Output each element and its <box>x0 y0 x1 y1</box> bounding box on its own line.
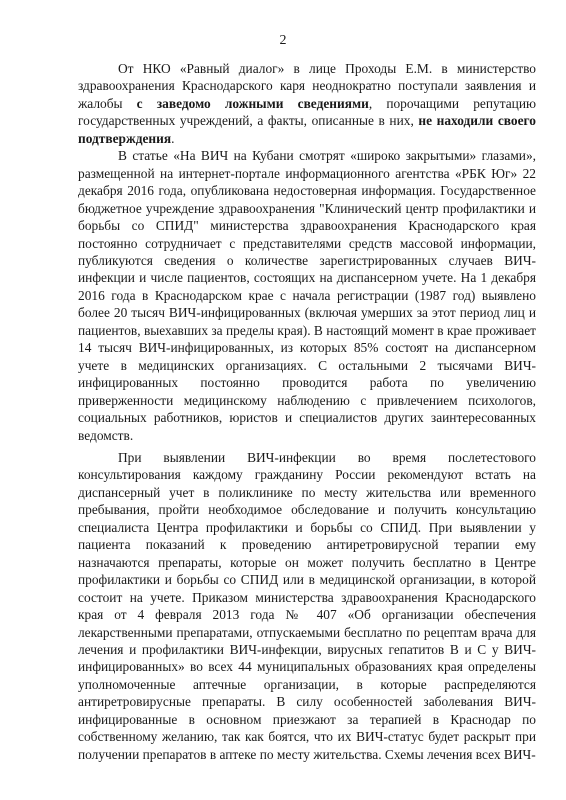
document-body <box>78 60 536 763</box>
text-segment: От НКО «Равный диалог» в лице Проходы Е.М. в министерство здравоохранения Краснодарского каря неоднократно поступали заявления и жалобы <box>78 61 536 111</box>
paragraph-complaints <box>78 60 536 147</box>
page-number: 2 <box>279 33 287 48</box>
bold-phrase-false-information: с заведомо ложными сведениями <box>136 95 369 111</box>
text-segment: , порочащими репутацию государственных учреждений, а факты, описанные в них, <box>78 95 536 129</box>
text-segment: При выявлении ВИЧ-инфекции во время послетестового консультирования каждому гражданину России рекомендуют встать на диспансерный учет в поликлинике по месту жительства или временного пребывания, пройти необходимое обследование и получить консультацию специалиста Центра профилактики и борьбы со СПИД. При выявлении у пациента показаний к проведению антиретровирусной терапии ему назначаются препараты, которые он может получить бесплатно в Центре профилактики и борьбы со СПИД или в медицинской организации, в которой состоит на учете. Приказом министерства здравоохранения Краснодарского края от 4 февраля 2013 года № 407 «Об организации обеспечения лекарственными препаратами, отпускаемыми бесплатно по рецептам врача для лечения и профилактики ВИЧ-инфекции, вирусных гепатитов В и С у ВИЧ-инфицированных» во всех 44 муниципальных образованиях края определены уполномоченные аптечные организации, в которые распределяются антиретровирусные препараты. В силу особенностей заболевания ВИЧ-инфицированные в основном приезжают за терапией в Краснодар по собственному желанию, так как боятся, что их ВИЧ-статус будет раскрыт при получении препаратов в аптеке по месту жительства. Схемы лечения всех ВИЧ- <box>78 449 536 762</box>
text-segment: В статье «На ВИЧ на Кубани смотрят «широко закрытыми» глазами», размещенной на интернет-портале информационного агентства «РБК Юг» 22 декабря 2016 года, опубликована недостоверная информация. Государственное бюджетное учреждение здравоохранения "Клинический центр профилактики и борьбы со СПИД" министерства здравоохранения Краснодарского края постоянно сотрудничает с представителями средств массовой информации, публикуются сведения о количестве зарегистрированных случаев ВИЧ-инфекции и числе пациентов, состоящих на диспансерном учете. На 1 декабря 2016 года в Краснодарском крае с начала регистрации (1987 год) выявлено более 20 тысяч ВИЧ-инфицированных (включая умерших за этот период лиц и пациентов, выехавших за пределы края). В настоящий момент в крае проживает 14 тысяч ВИЧ-инфицированных, из которых 85% состоят на диспансерном учете в медицинских организациях. С остальными 2 тысячами ВИЧ-инфицированных постоянно проводится работа по увеличению приверженности медицинскому наблюдению с привлечением психологов, социальных работников, юристов и специалистов других заинтересованных ведомств. <box>78 148 536 443</box>
text-segment: . <box>171 130 175 146</box>
paragraph-treatment <box>78 449 536 763</box>
bold-phrase-not-confirmed: не находили своего подтверждения <box>78 113 536 146</box>
paragraph-article <box>78 147 536 444</box>
